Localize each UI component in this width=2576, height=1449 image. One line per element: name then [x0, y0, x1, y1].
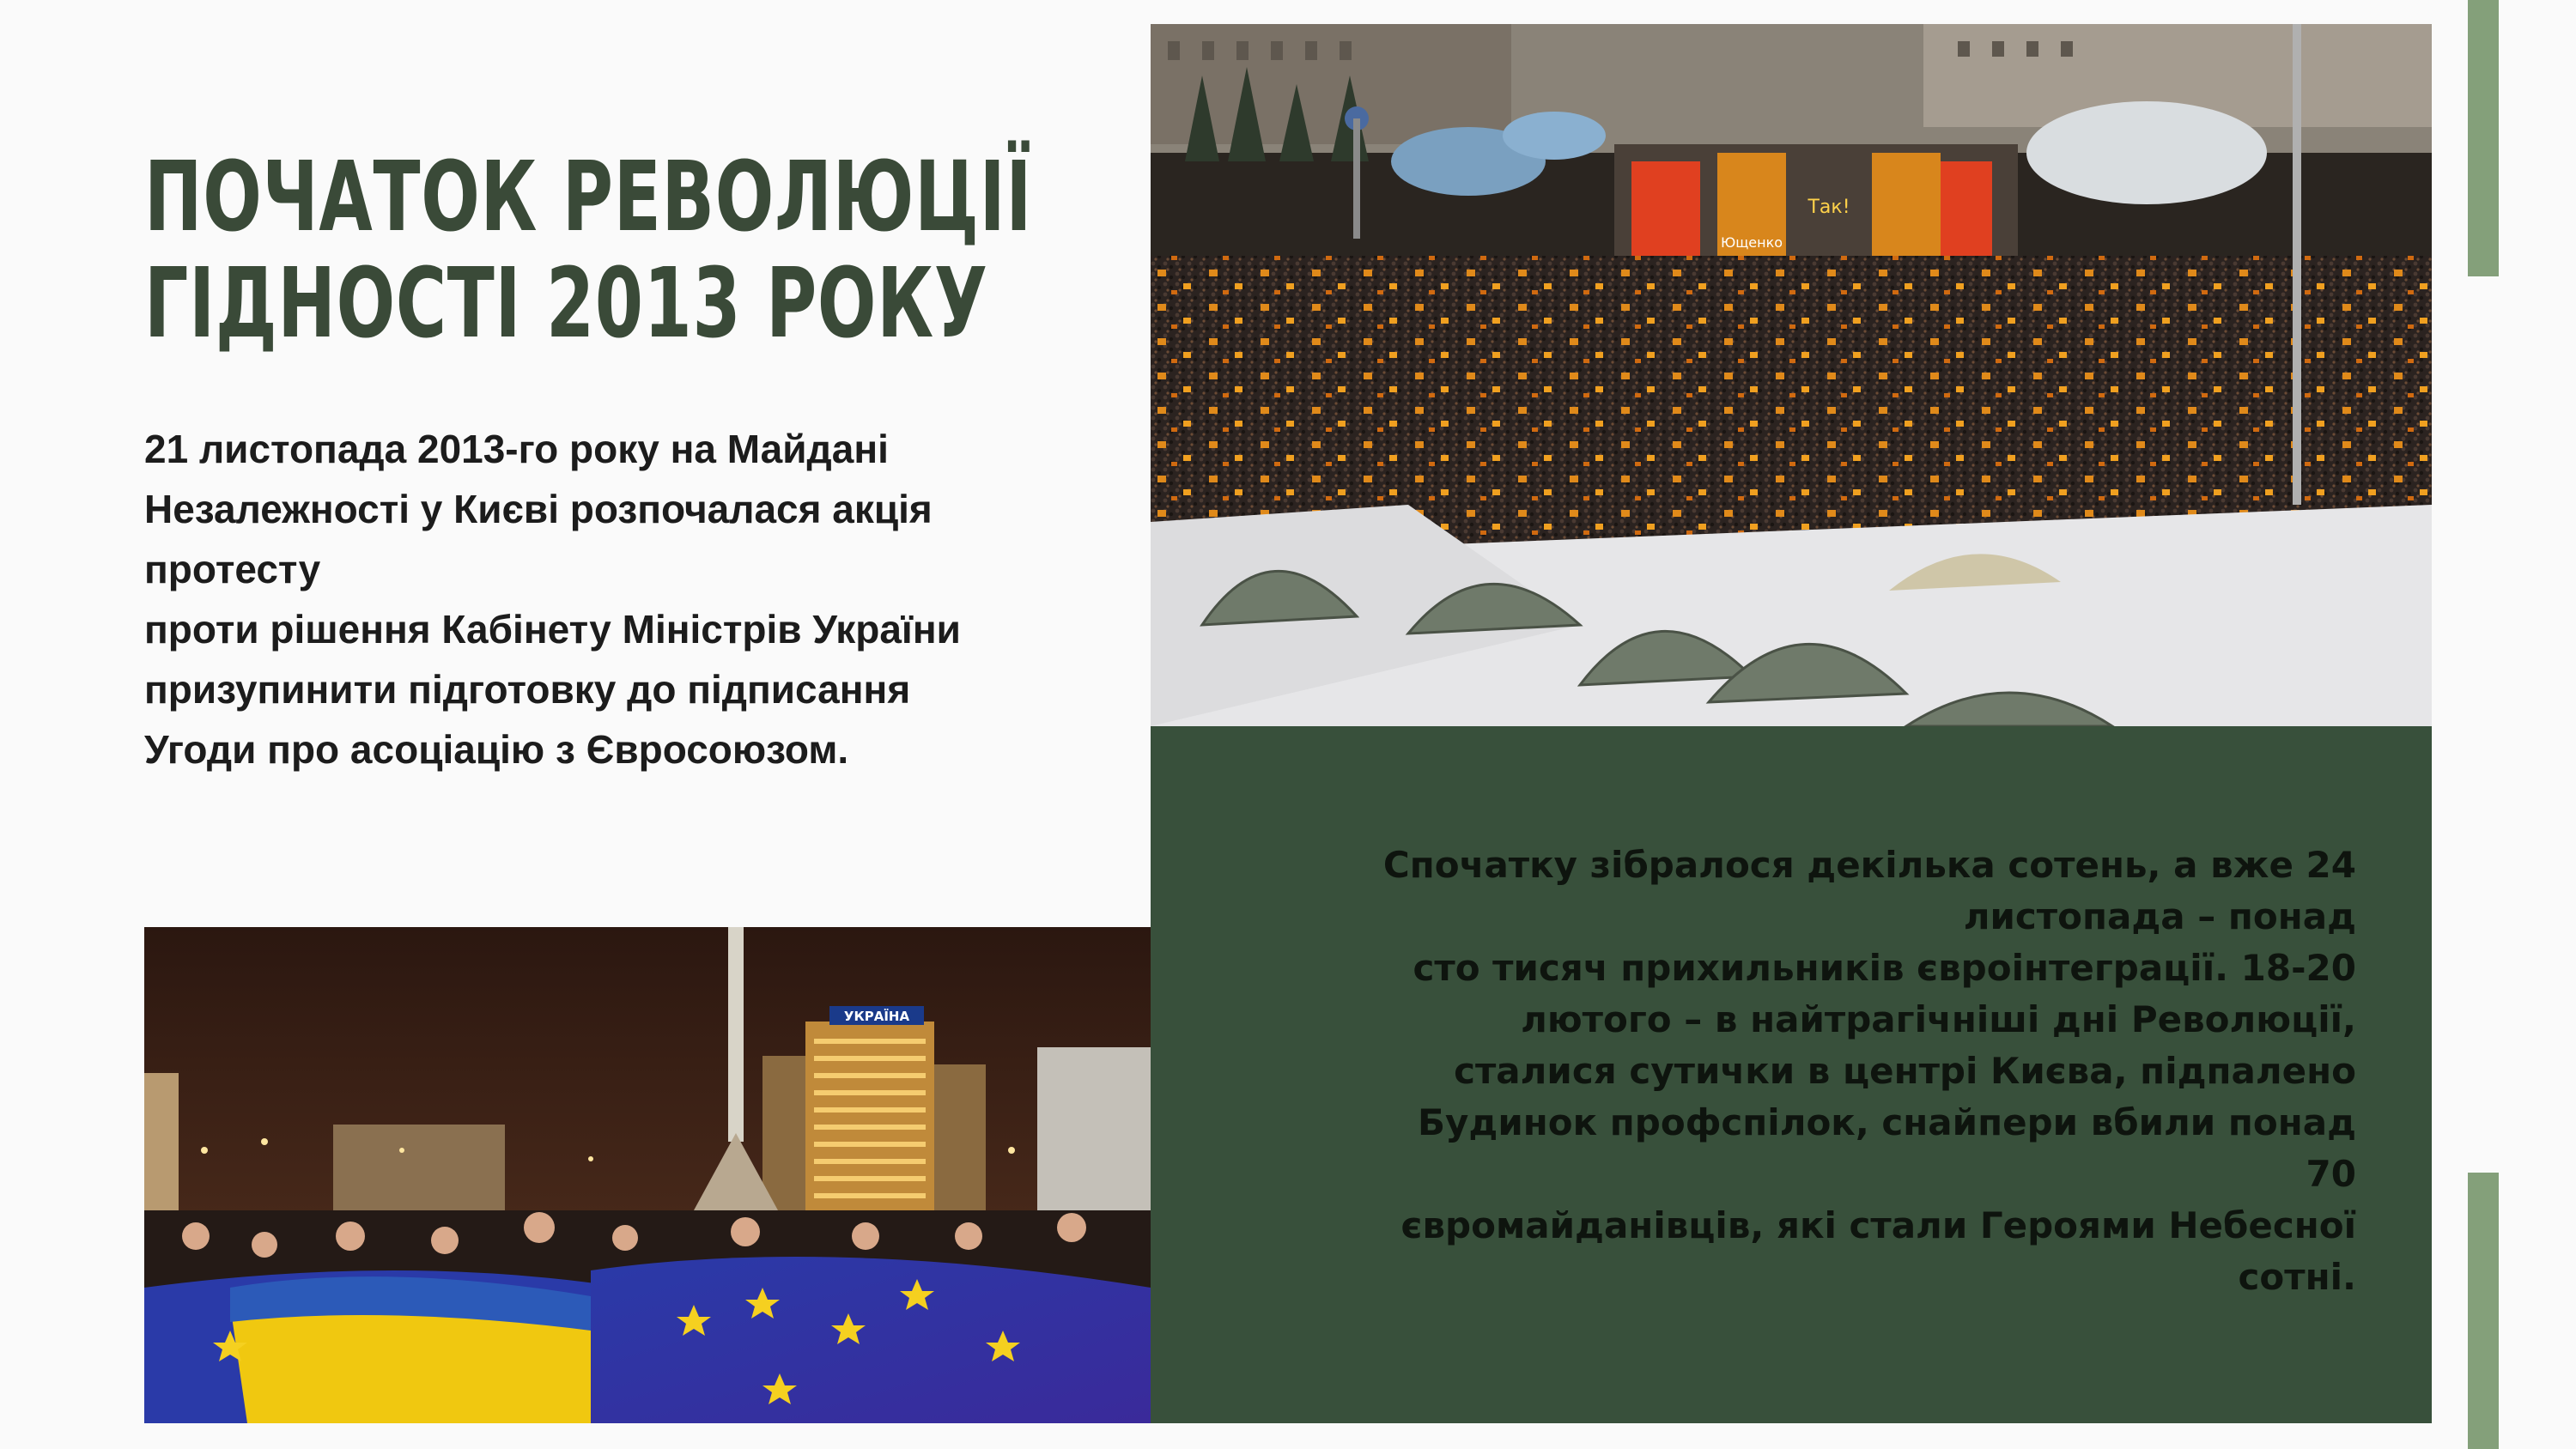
intro-line: призупинити підготовку до підписання — [144, 667, 911, 712]
panel-line: євромайданівців, які стали Героями Небесної — [1400, 1204, 2356, 1246]
panel-line: Будинок профспілок, снайпери вбили понад — [1418, 1101, 2356, 1143]
stage-label: Так! — [1807, 197, 1850, 218]
accent-bar-top — [2468, 0, 2499, 276]
slide-title — [144, 142, 1033, 360]
intro-line: протесту — [144, 547, 321, 591]
slide-title-line-1: ПОЧАТОК РЕВОЛЮЦІЇ — [144, 142, 1033, 253]
panel-line: лютого – в найтрагічніші дні Революції, — [1521, 998, 2356, 1040]
panel-line: сталися сутички в центрі Києва, підпалено — [1454, 1050, 2356, 1092]
panel-line: сотні. — [2238, 1256, 2356, 1298]
slide-title-line-2: ГІДНОСТІ 2013 РОКУ — [144, 248, 988, 360]
intro-line: проти рішення Кабінету Міністрів України — [144, 607, 961, 652]
intro-line: Угоди про асоціацію з Євросоюзом. — [144, 727, 849, 772]
panel-line: 70 — [2306, 1153, 2356, 1195]
photo-night-eu-flags — [144, 927, 1151, 1423]
photo-maidan-crowd — [1151, 24, 2432, 726]
hotel-sign: УКРАЇНА — [843, 1009, 910, 1024]
intro-line: 21 листопада 2013-го року на Майдані — [144, 427, 889, 471]
intro-line: Незалежності у Києві розпочалася акція — [144, 487, 933, 531]
info-panel — [1151, 726, 2432, 1423]
panel-line: листопада – понад — [1963, 895, 2356, 937]
panel-line: Спочатку зібралося декілька сотень, а вже 24 — [1382, 844, 2356, 886]
accent-bar-bottom — [2468, 1173, 2499, 1449]
banner-left-label: Ющенко — [1720, 234, 1783, 251]
panel-paragraph — [1223, 840, 2356, 1303]
panel-line: сто тисяч прихильників євроінтеграції. 18-20 — [1413, 947, 2356, 989]
intro-paragraph — [144, 419, 1123, 779]
